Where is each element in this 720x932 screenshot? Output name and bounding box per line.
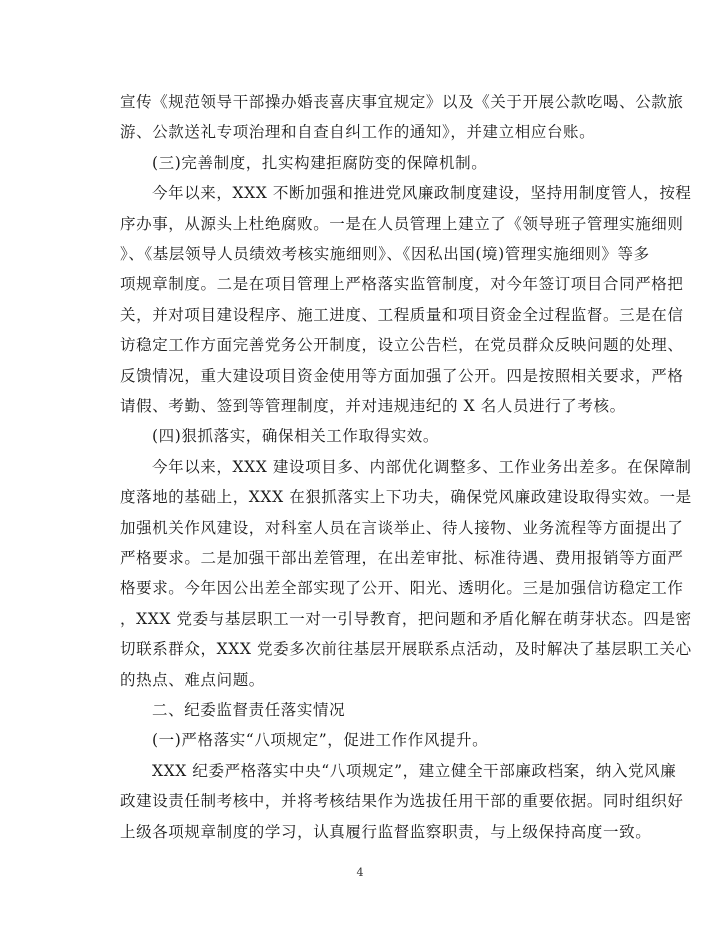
- text-line: 宣传《规范领导干部操办婚丧喜庆事宜规定》以及《关于开展公款吃喝、公款旅: [120, 93, 684, 111]
- section-heading: (三)完善制度，扎实构建拒腐防变的保障机制。: [152, 153, 488, 172]
- text-line: 项规章制度。二是在项目管理上严格落实监管制度，对今年签订项目合同严格把: [120, 275, 684, 294]
- text-line: 访稳定工作方面完善党务公开制度，设立公告栏，在党员群众反映问题的处理、: [120, 336, 684, 355]
- text-line: 的热点、难点问题。: [120, 670, 265, 689]
- text-line: 度落地的基础上，XXX 在狠抓落实上下功夫，确保党风廉政建设取得实效。一是: [120, 488, 692, 507]
- page-number: 4: [356, 866, 364, 879]
- paragraph-start: 今年以来，XXX 建设项目多、内部优化调整多、工作业务出差多。在保障制: [152, 457, 692, 476]
- text-line: 游、公款送礼专项治理和自查自纠工作的通知》，并建立相应台账。: [120, 123, 596, 142]
- paragraph-start: 今年以来，XXX 不断加强和推进党风廉政制度建设，坚持用制度管人，按程: [152, 184, 692, 203]
- text-line: 请假、考勤、签到等管理制度，并对违规违纪的 X 名人员进行了考核。: [120, 397, 626, 415]
- text-line: 》、《基层领导人员绩效考核实施细则》、《因私出国(境)管理实施细则》等多: [120, 245, 650, 263]
- section-heading: (一)严格落实“八项规定”，促进工作作风提升。: [152, 731, 489, 750]
- text-line: 格要求。今年因公出差全部实现了公开、阳光、透明化。三是加强信访稳定工作: [120, 579, 684, 598]
- text-line: 加强机关作风建设，对科室人员在言谈举止、待人接物、业务流程等方面提出了: [120, 518, 684, 537]
- text-line: 上级各项规章制度的学习，认真履行监督监察职责，与上级保持高度一致。: [120, 822, 652, 841]
- text-line: 反馈情况，重大建设项目资金使用等方面加强了公开。四是按照相关要求，严格: [120, 366, 684, 385]
- text-line: 严格要求。二是加强干部出差管理，在出差审批、标准待遇、费用报销等方面严: [120, 549, 684, 567]
- text-line: 切联系群众，XXX 党委多次前往基层开展联系点活动，及时解决了基层职工关心: [120, 640, 692, 659]
- chapter-heading: 二、纪委监督责任落实情况: [152, 701, 346, 719]
- text-line: 关，并对项目建设程序、施工进度、工程质量和项目资金全过程监督。三是在信: [120, 305, 684, 324]
- text-line: ，XXX 党委与基层职工一对一引导教育，把问题和矛盾化解在萌芽状态。四是密: [120, 609, 692, 628]
- paragraph-start: XXX 纪委严格落实中央“八项规定”，建立健全干部廉政档案，纳入党风廉: [152, 761, 677, 780]
- text-line: 政建设责任制考核中，并将考核结果作为选拔任用干部的重要依据。同时组织好: [120, 792, 684, 811]
- text-line: 序办事，从源头上杜绝腐败。一是在人员管理上建立了《领导班子管理实施细则: [120, 214, 684, 233]
- section-heading: (四)狠抓落实，确保相关工作取得实效。: [152, 427, 439, 446]
